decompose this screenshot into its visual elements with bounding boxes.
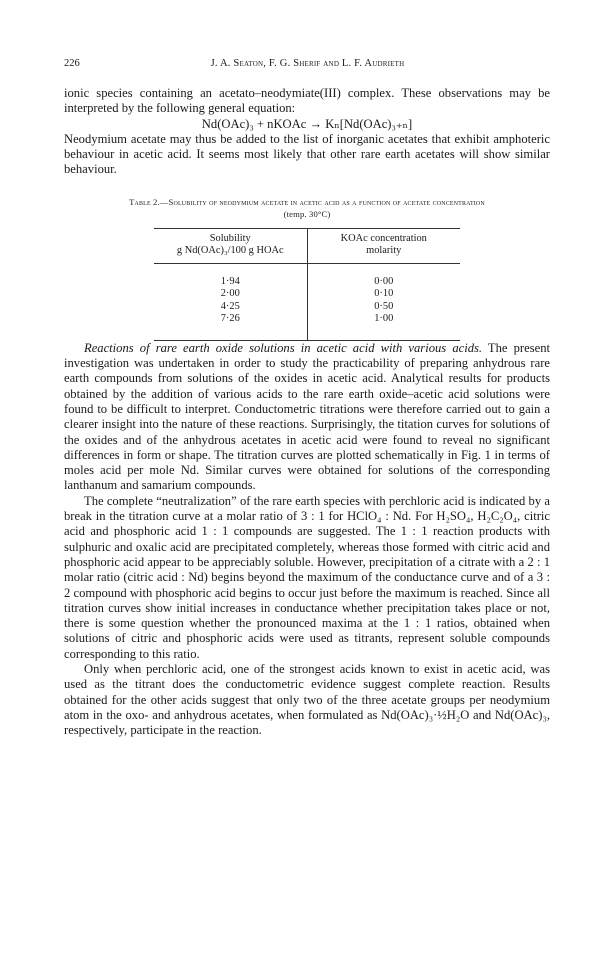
- cell-solubility: 7·26: [154, 313, 307, 326]
- table-row: [154, 313, 460, 326]
- section-heading: Reactions of rare earth oxide solutions in acetic acid with various acids.: [84, 340, 483, 355]
- paragraph-amphoteric: Neodymium acetate may thus be added to the list of inorganic acetates that exhibit amphoteric behaviour in acetic acid. It seems most likely that other rare earth acetates will show similar behaviour.: [64, 131, 550, 177]
- cell-concentration: 0·10: [374, 288, 394, 300]
- article-body: [64, 86, 550, 739]
- spacer-cell: [307, 326, 460, 341]
- paragraph-neutralization: The complete “neutralization” of the rare earth species with perchloric acid is indicated by a break in the titration curve at a molar ratio of 3 : 1 for HClO₄ : Nd. For H₂SO₄, H₂C₂O₄, citric acid and phosphoric acid 1 : 1 compounds are suggested. The 1 : 1 reaction products with sulphuric and oxalic acid are precipitated completely, whereas those formed with citric acid and phosphoric acid appear to be appreciably soluble. However, precipitation of a citrate with a 2 : 1 molar ratio (citric acid : Nd) begins beyond the maximum of the conductance curve and of a 3 : 2 compound with phosphoric acid begins to occur just before the maximum is reached. Since all titration curves show initial increases in conductance whether precipitation takes place or not, there is some question whether the pronounced maxima at the 1 : 1 ratios, obtained when solutions of citric and phosphoric acids were used as titrants, represent soluble compounds corresponding to this ratio.: [64, 493, 550, 661]
- page-number: 226: [64, 58, 80, 69]
- paragraph-intro: ionic species containing an acetato–neodymiate(III) complex. These observations may be interpreted by the following general equation:: [64, 86, 550, 116]
- table-caption: [124, 196, 490, 220]
- table-caption-note: (temp. 30°C): [283, 208, 331, 219]
- solubility-table: [154, 228, 460, 341]
- cell-concentration: 0·00: [374, 275, 394, 287]
- spacer-cell: [154, 263, 307, 276]
- table-row: [154, 276, 460, 289]
- column-header-solubility-line2: g Nd(OAc)₃/100 g HOAc: [176, 245, 284, 257]
- table-caption-title: Table 2.—Solubility of neodymium acetate in acetic acid as a function of acetate concentration: [129, 196, 485, 207]
- table-row: [154, 288, 460, 301]
- column-header-concentration: [307, 228, 460, 263]
- spacer-cell: [154, 326, 307, 341]
- table-header-row: [154, 228, 460, 263]
- table-row: [154, 301, 460, 314]
- running-header-authors: J. A. Seaton, F. G. Sherif and L. F. Audrieth: [210, 58, 405, 69]
- paragraph-perchloric: Only when perchloric acid, one of the strongest acids known to exist in acetic acid, was used as the titrant does the conductometric evidence suggest complete reaction. Results obtained for the other acids suggest that only two of the three acetate groups per neodymium atom in the oxo- and anhydrous acetates, when formulated as Nd(OAc)₃·½H₂O and Nd(OAc)₃, respectively, participate in the reaction.: [64, 662, 550, 738]
- paragraph-reactions: [64, 341, 550, 494]
- paragraph-reactions-text: The present investigation was undertaken in order to study the practicability of preparing anhydrous rare earth compounds from solutions of the oxides in acetic acid. Analytical results for products obtained by the addition of various acids to the rare earth oxide–acetic acid solutions were found to be difficult to interpret. Conductometric titrations were therefore carried out to gain a clearer insight into the nature of these reactions. Surprisingly, the titation curves for solutions of the oxides and of the anhydrous acetates in acetic acid were found to reveal no significant differences in form or shape. The titration curves are plotted schematically in Fig. 1 in terms of moles acid per mole Nd. Similar curves were obtained for solutions of the corresponding lanthanum and samarium compounds.: [64, 340, 550, 493]
- column-header-concentration-line1: KOAc concentration: [340, 232, 427, 244]
- cell-solubility: 1·94: [154, 276, 307, 289]
- spacer-cell: [307, 263, 460, 276]
- cell-concentration: 0·50: [374, 300, 394, 312]
- table-spacer-row: [154, 326, 460, 341]
- table-spacer-row: [154, 263, 460, 276]
- column-header-solubility: [154, 228, 307, 263]
- column-header-solubility-line1: Solubility: [209, 232, 251, 244]
- column-header-concentration-line2: molarity: [366, 245, 402, 257]
- cell-solubility: 2·00: [154, 288, 307, 301]
- equation: Nd(OAc)₃ + nKOAc → Kₙ[Nd(OAc)₃₊ₙ]: [201, 116, 413, 131]
- cell-solubility: 4·25: [154, 301, 307, 314]
- cell-concentration: 1·00: [374, 313, 394, 325]
